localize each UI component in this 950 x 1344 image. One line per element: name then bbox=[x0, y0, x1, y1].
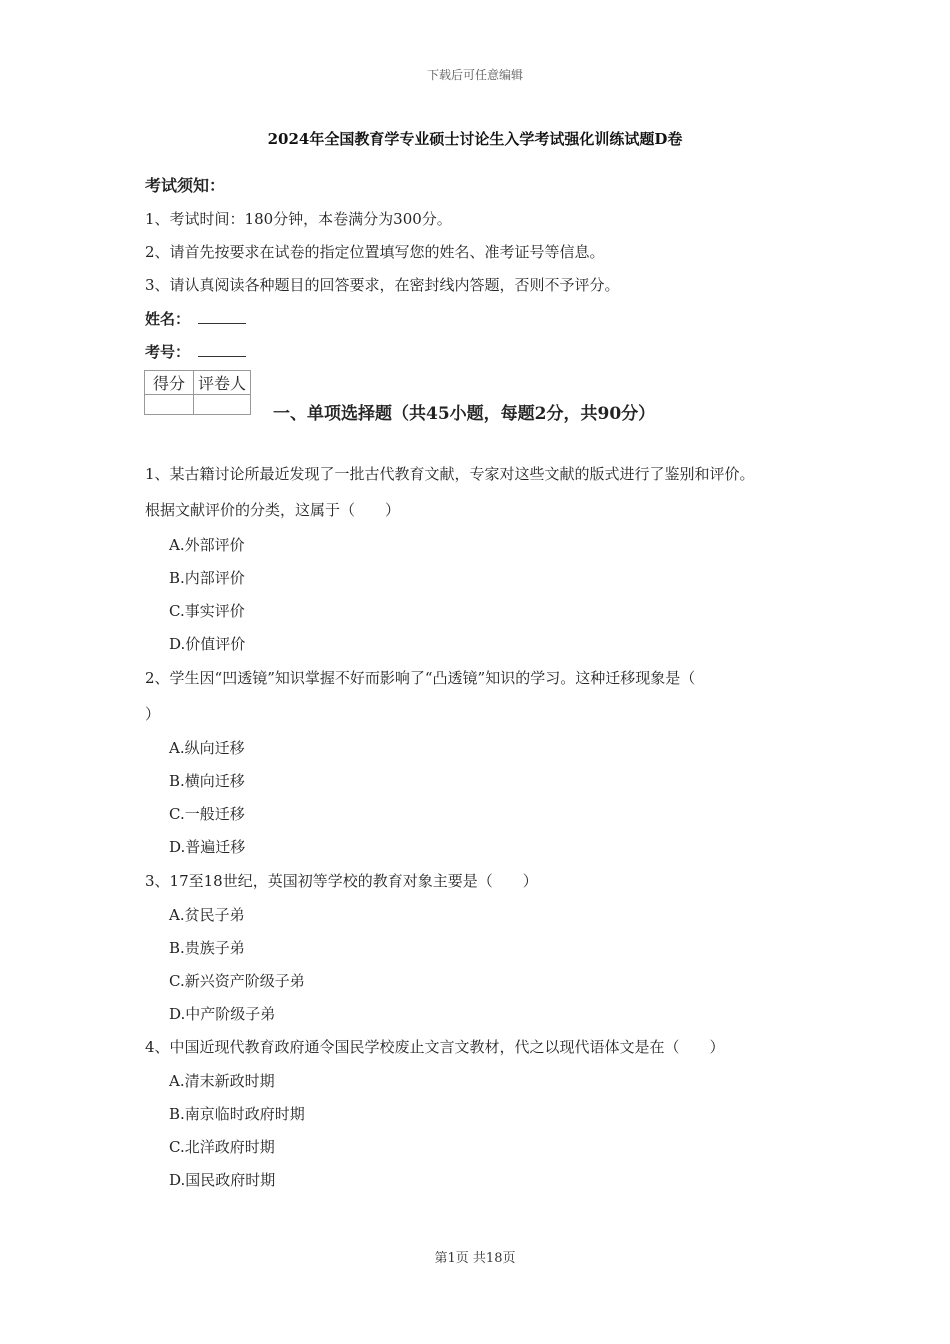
question-text: 根据文献评价的分类，这属于（ ） bbox=[145, 501, 401, 519]
option-item[interactable]: A.外部评价 bbox=[169, 536, 245, 554]
option-item[interactable]: C.新兴资产阶级子弟 bbox=[169, 972, 305, 990]
name-field bbox=[145, 308, 246, 329]
page-title: 2024年全国教育学专业硕士讨论生入学考试强化训练试题D卷 bbox=[267, 130, 683, 148]
notice-item: 3、请认真阅读各种题目的回答要求，在密封线内答题，否则不予评分。 bbox=[145, 276, 620, 294]
score-cell[interactable] bbox=[145, 395, 194, 415]
option-item[interactable]: A.贫民子弟 bbox=[169, 906, 245, 924]
option-item[interactable]: A.清末新政时期 bbox=[169, 1072, 275, 1090]
option-item[interactable]: D.中产阶级子弟 bbox=[169, 1005, 276, 1023]
notice-heading: 考试须知： bbox=[145, 176, 226, 195]
number-blank[interactable] bbox=[198, 344, 246, 357]
question-text: ） bbox=[145, 705, 161, 723]
option-item[interactable]: D.国民政府时期 bbox=[169, 1171, 276, 1189]
question-text: 4、中国近现代教育政府通令国民学校废止文言文教材，代之以现代语体文是在（ ） bbox=[145, 1038, 725, 1056]
option-item[interactable]: A.纵向迁移 bbox=[169, 739, 245, 757]
question-text: 1、某古籍讨论所最近发现了一批古代教育文献，专家对这些文献的版式进行了鉴别和评价。 bbox=[145, 465, 755, 483]
notice-item: 2、请首先按要求在试卷的指定位置填写您的姓名、准考证号等信息。 bbox=[145, 243, 605, 261]
option-item[interactable]: D.价值评价 bbox=[169, 635, 246, 653]
grader-header: 评卷人 bbox=[194, 371, 251, 395]
option-item[interactable]: B.南京临时政府时期 bbox=[169, 1105, 305, 1123]
option-item[interactable]: C.事实评价 bbox=[169, 602, 245, 620]
score-header: 得分 bbox=[145, 371, 194, 395]
option-item[interactable]: B.贵族子弟 bbox=[169, 939, 245, 957]
grader-cell[interactable] bbox=[194, 395, 251, 415]
header-note: 下载后可任意编辑 bbox=[426, 68, 523, 82]
number-label: 考号： bbox=[145, 343, 191, 361]
option-item[interactable]: D.普遍迁移 bbox=[169, 838, 246, 856]
section-title: 一、单项选择题（共45小题，每题2分，共90分） bbox=[273, 404, 656, 424]
name-blank[interactable] bbox=[198, 311, 246, 324]
name-label: 姓名： bbox=[145, 310, 191, 328]
notice-item: 1、考试时间：180分钟，本卷满分为300分。 bbox=[145, 210, 452, 228]
option-item[interactable]: C.北洋政府时期 bbox=[169, 1138, 275, 1156]
question-text: 3、17至18世纪，英国初等学校的教育对象主要是（ ） bbox=[145, 872, 538, 890]
score-table bbox=[144, 370, 251, 415]
page-footer: 第1页 共18页 bbox=[434, 1251, 516, 1266]
option-item[interactable]: B.横向迁移 bbox=[169, 772, 245, 790]
question-text: 2、学生因“凹透镜”知识掌握不好而影响了“凸透镜”知识的学习。这种迁移现象是（ bbox=[145, 669, 696, 687]
option-item[interactable]: B.内部评价 bbox=[169, 569, 245, 587]
number-field bbox=[145, 341, 246, 362]
option-item[interactable]: C.一般迁移 bbox=[169, 805, 245, 823]
